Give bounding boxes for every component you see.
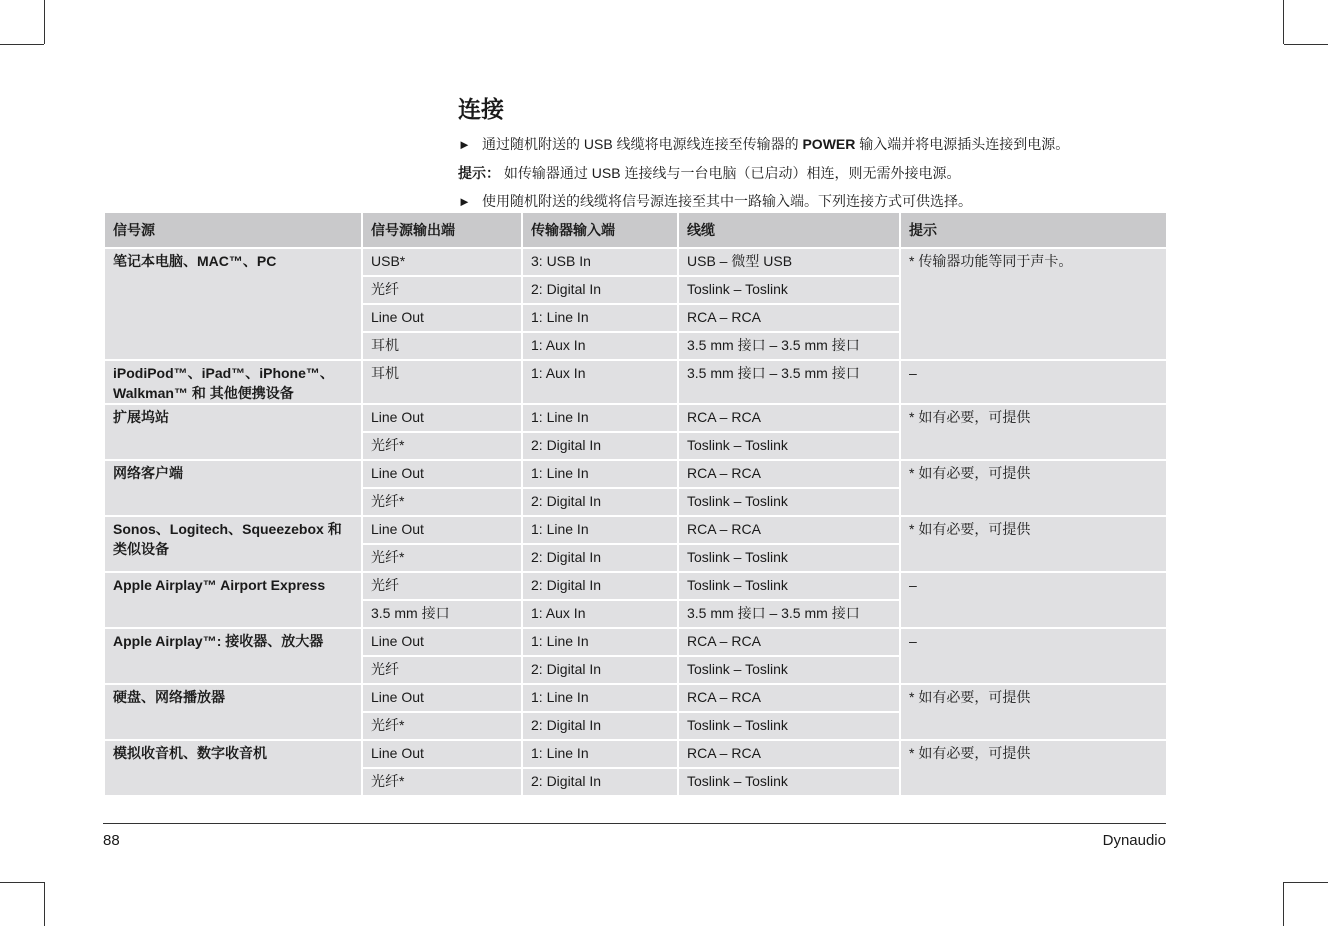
output-cell: Line Out [362, 404, 522, 432]
input-cell: 2: Digital In [522, 768, 678, 796]
source-cell: 硬盘、网络播放器 [104, 684, 362, 740]
source-cell: iPodiPod™、iPad™、iPhone™、Walkman™ 和 其他便携设备 [104, 360, 362, 404]
input-cell: 1: Aux In [522, 360, 678, 404]
source-cell: 扩展坞站 [104, 404, 362, 460]
crop-mark [0, 882, 44, 883]
output-cell: 光纤* [362, 544, 522, 572]
triangle-bullet-icon: ► [458, 137, 471, 152]
source-cell: 模拟收音机、数字收音机 [104, 740, 362, 796]
cable-cell: Toslink – Toslink [678, 544, 900, 572]
output-cell: 耳机 [362, 332, 522, 360]
source-cell: Sonos、Logitech、Squeezebox 和类似设备 [104, 516, 362, 572]
table-header-row [104, 212, 1167, 248]
header-source: 信号源 [104, 212, 362, 248]
page-number: 88 [103, 832, 120, 849]
table-row [104, 684, 1167, 712]
output-cell: 光纤 [362, 656, 522, 684]
note-cell: – [900, 572, 1167, 628]
power-label: POWER [802, 136, 856, 152]
table-row [104, 628, 1167, 656]
source-cell: 网络客户端 [104, 460, 362, 516]
instruction-power [458, 130, 1178, 159]
input-cell: 1: Line In [522, 628, 678, 656]
note-cell: * 如有必要，可提供 [900, 516, 1167, 572]
input-cell: 2: Digital In [522, 432, 678, 460]
cable-cell: RCA – RCA [678, 304, 900, 332]
cable-cell: Toslink – Toslink [678, 488, 900, 516]
input-cell: 1: Aux In [522, 332, 678, 360]
output-cell: 光纤 [362, 572, 522, 600]
output-cell: 光纤 [362, 276, 522, 304]
note-cell: * 如有必要，可提供 [900, 740, 1167, 796]
output-cell: Line Out [362, 460, 522, 488]
table-row [104, 460, 1167, 488]
table-row [104, 360, 1167, 404]
table-row [104, 572, 1167, 600]
crop-mark [1283, 882, 1284, 926]
instruction-text: 输入端并将电源插头连接到电源。 [859, 136, 1070, 152]
cable-cell: 3.5 mm 接口 – 3.5 mm 接口 [678, 360, 900, 404]
footer-divider [103, 823, 1166, 824]
cable-cell: Toslink – Toslink [678, 768, 900, 796]
cable-cell: 3.5 mm 接口 – 3.5 mm 接口 [678, 600, 900, 628]
crop-mark [1284, 882, 1328, 883]
output-cell: USB* [362, 248, 522, 276]
note-cell: – [900, 360, 1167, 404]
input-cell: 2: Digital In [522, 544, 678, 572]
input-cell: 1: Aux In [522, 600, 678, 628]
output-cell: 耳机 [362, 360, 522, 404]
table-row [104, 516, 1167, 544]
cable-cell: Toslink – Toslink [678, 712, 900, 740]
brand-name: Dynaudio [1102, 832, 1166, 849]
input-cell: 2: Digital In [522, 656, 678, 684]
header-note: 提示 [900, 212, 1167, 248]
connection-table [103, 211, 1168, 797]
note-text: 如传输器通过 USB 连接线与一台电脑（已启动）相连，则无需外接电源。 [503, 165, 961, 181]
output-cell: Line Out [362, 304, 522, 332]
note-cell: – [900, 628, 1167, 684]
instruction-text: 使用随机附送的线缆将信号源连接至其中一路输入端。下列连接方式可供选择。 [482, 193, 972, 209]
header-cable: 线缆 [678, 212, 900, 248]
cable-cell: RCA – RCA [678, 740, 900, 768]
header-transmitter-input: 传输器输入端 [522, 212, 678, 248]
table-row [104, 248, 1167, 276]
output-cell: Line Out [362, 740, 522, 768]
intro-section [458, 94, 1178, 216]
output-cell: Line Out [362, 628, 522, 656]
input-cell: 2: Digital In [522, 488, 678, 516]
crop-mark [44, 0, 45, 44]
input-cell: 1: Line In [522, 740, 678, 768]
input-cell: 2: Digital In [522, 712, 678, 740]
crop-mark [0, 44, 44, 45]
table-row [104, 740, 1167, 768]
cable-cell: Toslink – Toslink [678, 432, 900, 460]
header-source-output: 信号源输出端 [362, 212, 522, 248]
source-cell: Apple Airplay™ Airport Express [104, 572, 362, 628]
cable-cell: Toslink – Toslink [678, 276, 900, 304]
cable-cell: RCA – RCA [678, 684, 900, 712]
input-cell: 3: USB In [522, 248, 678, 276]
instruction-text: 通过随机附送的 USB 线缆将电源线连接至传输器的 [482, 136, 799, 152]
output-cell: 光纤* [362, 488, 522, 516]
note-cell: * 如有必要，可提供 [900, 460, 1167, 516]
input-cell: 1: Line In [522, 684, 678, 712]
cable-cell: 3.5 mm 接口 – 3.5 mm 接口 [678, 332, 900, 360]
cable-cell: Toslink – Toslink [678, 656, 900, 684]
input-cell: 1: Line In [522, 516, 678, 544]
crop-mark [1283, 0, 1284, 44]
note-cell: * 传输器功能等同于声卡。 [900, 248, 1167, 360]
crop-mark [1284, 44, 1328, 45]
section-title: 连接 [458, 96, 504, 122]
cable-cell: RCA – RCA [678, 460, 900, 488]
source-cell: 笔记本电脑、MAC™、PC [104, 248, 362, 360]
cable-cell: RCA – RCA [678, 628, 900, 656]
source-cell: Apple Airplay™: 接收器、放大器 [104, 628, 362, 684]
input-cell: 2: Digital In [522, 276, 678, 304]
note-label: 提示： [458, 165, 500, 181]
note-cell: * 如有必要，可提供 [900, 684, 1167, 740]
input-cell: 1: Line In [522, 404, 678, 432]
cable-cell: RCA – RCA [678, 516, 900, 544]
output-cell: Line Out [362, 516, 522, 544]
output-cell: 光纤* [362, 768, 522, 796]
cable-cell: USB – 微型 USB [678, 248, 900, 276]
input-cell: 1: Line In [522, 460, 678, 488]
input-cell: 1: Line In [522, 304, 678, 332]
crop-mark [44, 882, 45, 926]
note-cell: * 如有必要，可提供 [900, 404, 1167, 460]
cable-cell: Toslink – Toslink [678, 572, 900, 600]
note-line [458, 159, 1178, 187]
output-cell: 光纤* [362, 432, 522, 460]
triangle-bullet-icon: ► [458, 194, 471, 209]
input-cell: 2: Digital In [522, 572, 678, 600]
table-row [104, 404, 1167, 432]
output-cell: Line Out [362, 684, 522, 712]
output-cell: 3.5 mm 接口 [362, 600, 522, 628]
cable-cell: RCA – RCA [678, 404, 900, 432]
table-body [104, 248, 1167, 796]
output-cell: 光纤* [362, 712, 522, 740]
